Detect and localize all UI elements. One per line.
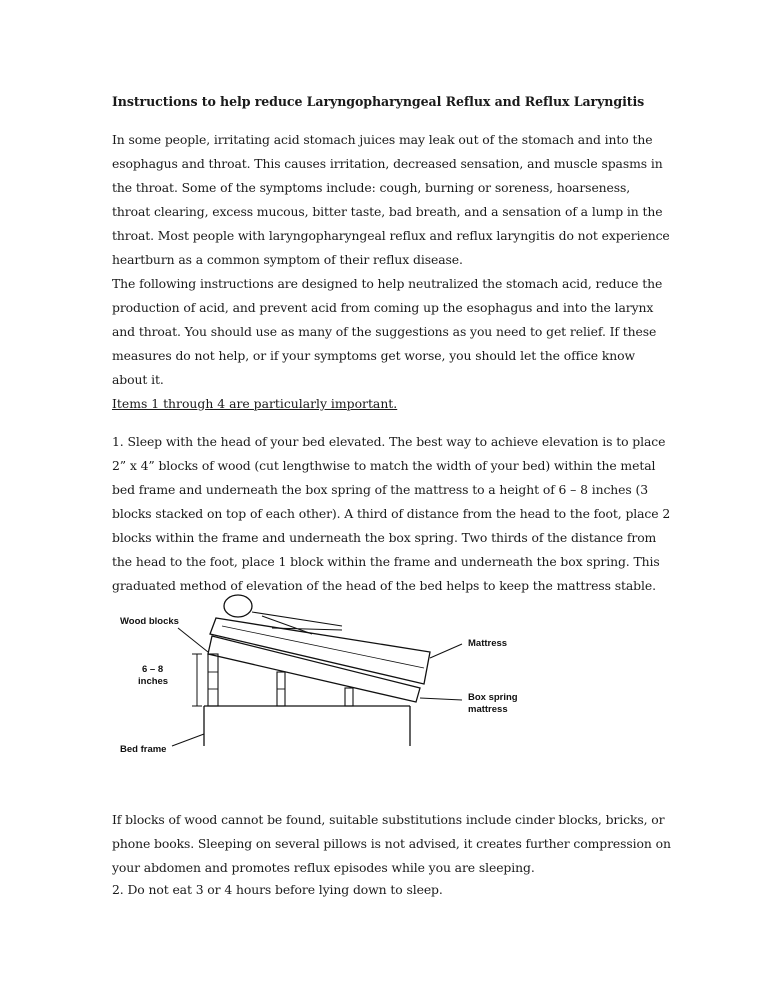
label-height-value: 6 – 8 [142,664,164,675]
item-2-paragraph: 2. Do not eat 3 or 4 hours before lying down to sleep. [112,882,443,897]
important-items-note: Items 1 through 4 are particularly important. [112,396,398,411]
intro-paragraph: In some people, irritating acid stomach juices may leak out of the stomach and into the esophagus and throat. This causes irritation, decreased sensation, and muscle spasms in the throat. Some of the symptoms include: cough, burning or soreness, hoarseness, throat clearing, excess mucous, bitter taste, bad breath, and a sensation of a lump in the throat. Most people with laryngopharyngeal reflux and reflux laryngitis do not experience heartburn as a common symptom of their reflux disease. [112,132,670,267]
label-mattress: Mattress [468,638,508,649]
substitutions-paragraph: If blocks of wood cannot be found, suitable substitutions include cinder blocks, bricks, or phone books. Sleeping on several pillows is not advised, it creates further compression on your abdomen and promotes reflux episodes while you are sleeping. [112,812,671,875]
mattress-seam [222,626,424,668]
bed-elevation-diagram [112,588,532,758]
instructions-paragraph: The following instructions are designed to help neutralized the stomach acid, reduce the production of acid, and prevent acid from coming up the esophagus and into the larynx and throat. You should use as many of the suggestions as you need to get relief. If these measures do not help, or if your symptoms get worse, you should let the office know about it. [112,276,663,387]
box-spring-pointer [420,698,462,700]
label-wood-blocks: Wood blocks [120,616,179,627]
bed-frame-pointer [172,734,204,746]
document-title: Instructions to help reduce Laryngopharyngeal Reflux and Reflux Laryngitis [112,94,645,109]
wood-block-stack-1 [345,688,353,706]
wood-blocks-pointer [178,628,208,652]
mattress [210,618,430,684]
label-box-spring-line2: mattress [468,704,508,715]
label-box-spring-line1: Box spring [468,692,518,703]
label-height-unit: inches [138,676,169,687]
person-head-icon [224,595,252,617]
label-bed-frame: Bed frame [120,744,167,755]
wood-block-stack-3 [208,654,218,706]
mattress-pointer [430,644,462,658]
item-1-paragraph: 1. Sleep with the head of your bed elevated. The best way to achieve elevation is to place 2” x 4” blocks of wood (cut lengthwise to match the width of your bed) within the metal bed frame and underneath the box spring of the mattress to a height of 6 – 8 inches (3 blocks stacked on top of each other). A third of distance from the head to the foot, place 2 blocks within the frame and underneath the box spring. Two thirds of the distance from the head to the foot, place 1 block within the frame and underneath the box spring. This graduated method of elevation of the head of the bed helps to keep the mattress stable. [112,434,671,593]
